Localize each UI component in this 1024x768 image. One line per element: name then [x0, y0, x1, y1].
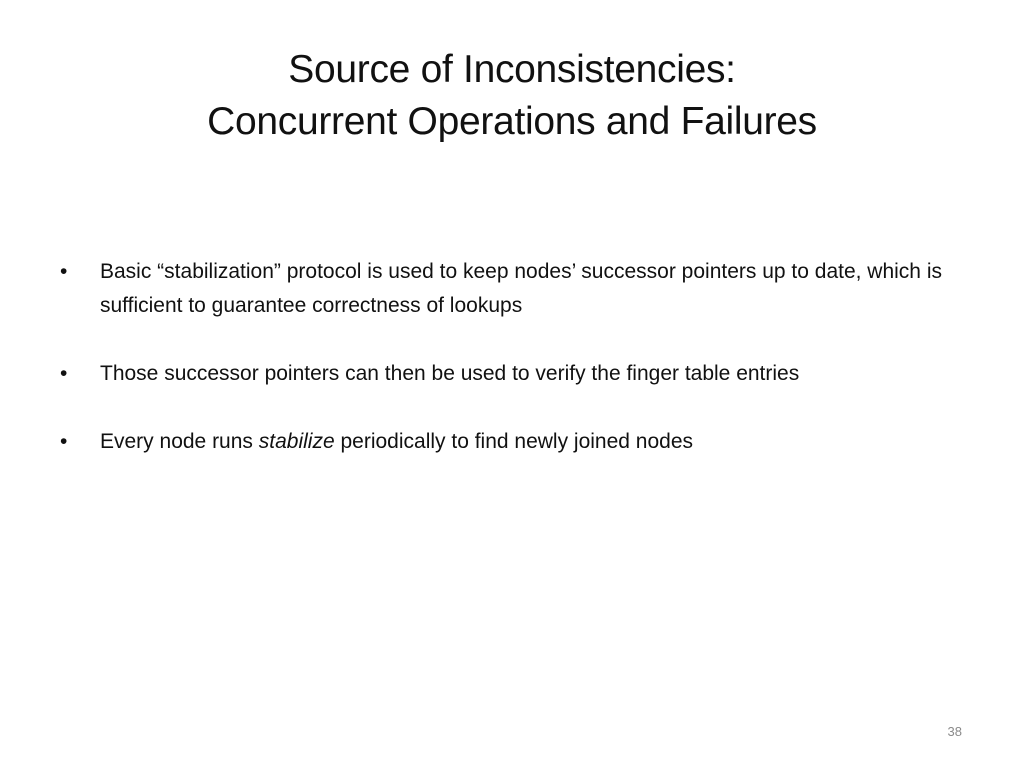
bullet-item: [60, 255, 960, 323]
bullet-text-before: Every node runs: [100, 430, 259, 453]
page-number: 38: [947, 724, 962, 739]
title-line-2: Concurrent Operations and Failures: [207, 100, 817, 143]
bullet-text: Those successor pointers can then be used to verify the finger table entries: [100, 362, 800, 385]
bullet-text: Basic “stabilization” protocol is used to keep nodes’ successor pointers up to date, which is sufficient to guarantee correctness of lookups: [100, 260, 942, 317]
bullet-marker: •: [60, 362, 68, 385]
bullet-text-italic: stabilize: [258, 430, 335, 453]
bullet-item: [60, 425, 960, 459]
bullet-marker: •: [60, 260, 68, 283]
bullet-marker: •: [60, 430, 68, 453]
bullet-list: [60, 255, 960, 493]
bullet-text-after: periodically to find newly joined nodes: [334, 430, 694, 453]
bullet-item: [60, 357, 960, 391]
slide-title: [0, 44, 1024, 148]
title-line-1: Source of Inconsistencies:: [288, 48, 736, 91]
